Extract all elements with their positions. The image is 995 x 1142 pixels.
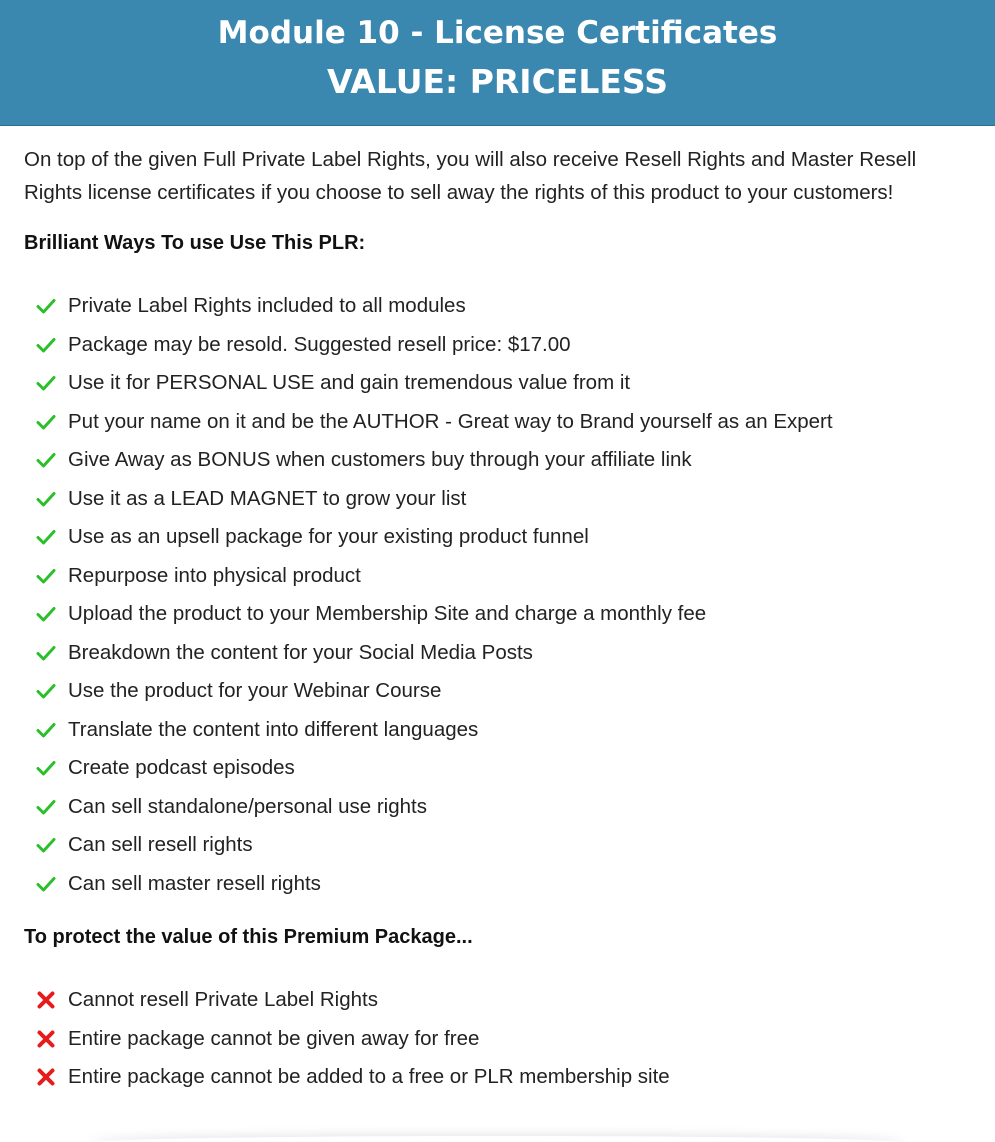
use-item-label: Upload the product to your Membership Site and charge a monthly fee — [68, 602, 707, 626]
check-icon — [36, 874, 56, 894]
check-icon — [36, 296, 56, 316]
module-content — [0, 143, 995, 1097]
use-item — [36, 480, 971, 519]
use-item-label: Put your name on it and be the AUTHOR - Great way to Brand yourself as an Expert — [68, 409, 833, 433]
restriction-item-label: Entire package cannot be given away for free — [68, 1026, 480, 1050]
cross-icon — [36, 990, 56, 1010]
use-item — [36, 826, 971, 865]
use-item-label: Translate the content into different languages — [68, 717, 479, 741]
use-item — [36, 672, 971, 711]
use-item — [36, 749, 971, 788]
use-item — [36, 326, 971, 365]
use-item — [36, 595, 971, 634]
use-item-label: Give Away as BONUS when customers buy through your affiliate link — [68, 448, 692, 472]
use-item — [36, 518, 971, 557]
check-icon — [36, 758, 56, 778]
module-banner — [0, 0, 995, 126]
check-icon — [36, 489, 56, 509]
cross-icon — [36, 1067, 56, 1087]
use-item-label: Create podcast episodes — [68, 756, 295, 780]
check-icon — [36, 527, 56, 547]
use-item-label: Can sell resell rights — [68, 833, 253, 857]
use-item-label: Use it for PERSONAL USE and gain tremendous value from it — [68, 371, 631, 395]
use-item — [36, 287, 971, 326]
use-item-label: Use it as a LEAD MAGNET to grow your list — [68, 486, 467, 510]
use-item-label: Can sell master resell rights — [68, 871, 321, 895]
uses-heading: Brilliant Ways To use Use This PLR: — [24, 232, 366, 254]
use-item — [36, 441, 971, 480]
check-icon — [36, 835, 56, 855]
check-icon — [36, 412, 56, 432]
restriction-item — [36, 981, 971, 1020]
check-icon — [36, 566, 56, 586]
module-title: Module 10 - License Certificates — [217, 15, 778, 51]
intro-paragraph: On top of the given Full Private Label Rights, you will also receive Resell Rights and Master Resell Rights license certificates if you choose to sell away the rights of this product to your customers! — [24, 148, 917, 204]
restrictions-heading: To protect the value of this Premium Package... — [24, 926, 473, 948]
restriction-item — [36, 1020, 971, 1059]
restriction-item-label: Cannot resell Private Label Rights — [68, 988, 378, 1012]
footer-divider — [90, 1136, 905, 1142]
use-item — [36, 865, 971, 904]
check-icon — [36, 604, 56, 624]
use-item-label: Can sell standalone/personal use rights — [68, 794, 427, 818]
check-icon — [36, 450, 56, 470]
check-icon — [36, 335, 56, 355]
use-item — [36, 711, 971, 750]
check-icon — [36, 797, 56, 817]
module-value: VALUE: PRICELESS — [327, 62, 668, 101]
use-item-label: Breakdown the content for your Social Media Posts — [68, 640, 533, 664]
use-item — [36, 403, 971, 442]
restriction-item-label: Entire package cannot be added to a free or PLR membership site — [68, 1065, 670, 1089]
use-item — [36, 364, 971, 403]
check-icon — [36, 720, 56, 740]
use-item-label: Use the product for your Webinar Course — [68, 679, 442, 703]
cross-icon — [36, 1029, 56, 1049]
restrictions-list — [24, 981, 971, 1097]
use-item — [36, 557, 971, 596]
use-item-label: Private Label Rights included to all modules — [68, 294, 466, 318]
check-icon — [36, 373, 56, 393]
uses-list — [24, 287, 971, 903]
use-item — [36, 634, 971, 673]
check-icon — [36, 681, 56, 701]
restriction-item — [36, 1058, 971, 1097]
check-icon — [36, 643, 56, 663]
use-item-label: Use as an upsell package for your existing product funnel — [68, 525, 589, 549]
use-item-label: Repurpose into physical product — [68, 563, 361, 587]
use-item-label: Package may be resold. Suggested resell price: $17.00 — [68, 332, 571, 356]
use-item — [36, 788, 971, 827]
